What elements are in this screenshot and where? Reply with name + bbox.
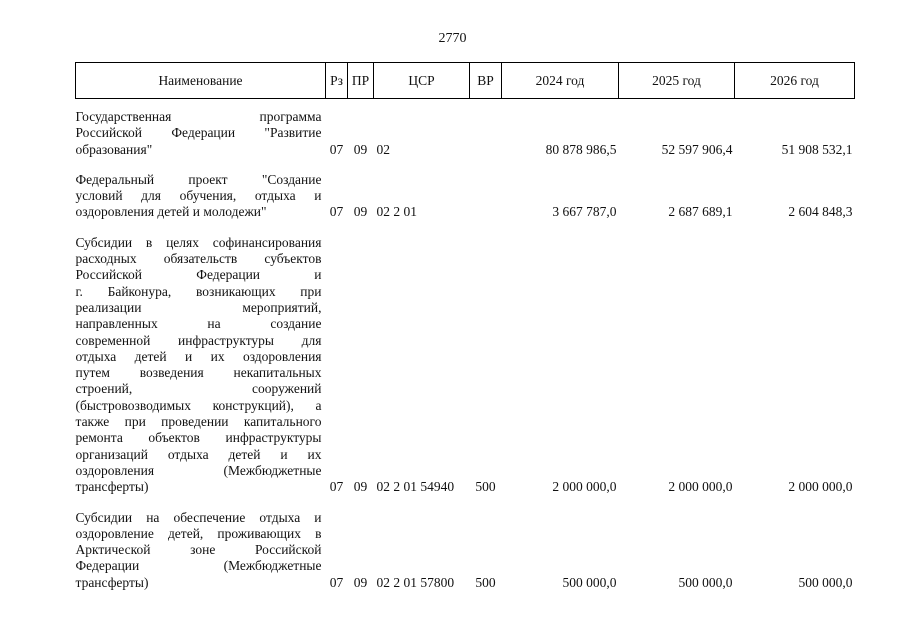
row-name-line: г. Байконура, возникающих при [75, 283, 322, 299]
row-vr [470, 99, 502, 158]
row-name-line: трансферты) [75, 574, 149, 590]
table-body [76, 99, 855, 592]
row-name-line: Арктической зоне Российской [75, 542, 322, 558]
row-name-line: также при проведении капитального [75, 414, 322, 430]
row-value-2025: 2 000 000,0 [668, 479, 733, 495]
row-value-2024: 80 878 986,5 [545, 141, 617, 157]
row-name-line: Субсидии на обеспечение отдыха и [75, 509, 322, 525]
row-name-line: направленных на создание [75, 316, 322, 332]
row-value-2026: 51 908 532,1 [781, 141, 853, 157]
page-number: 2770 [438, 31, 467, 46]
row-name-line: Федеральный проект "Создание [75, 171, 322, 187]
row-name [76, 221, 326, 496]
row-value-2026: 2 000 000,0 [788, 479, 853, 495]
row-value-2026: 2 604 848,3 [788, 204, 853, 220]
row-pr: 09 [353, 141, 368, 157]
header-pr: ПР [348, 63, 374, 99]
row-name-line: ремонта объектов инфраструктуры [75, 430, 322, 446]
row-pr: 09 [353, 574, 368, 590]
row-name-line: оздоровления детей и молодежи" [75, 204, 267, 220]
row-csr: 02 2 01 57800 [376, 574, 455, 590]
row-name-line: Федерации (Межбюджетные [75, 558, 322, 574]
row-csr: 02 2 01 [376, 204, 417, 220]
row-name-line: строений, сооружений [75, 381, 322, 397]
header-vr: ВР [470, 63, 502, 99]
row-rz: 07 [329, 204, 344, 220]
row-name [76, 496, 326, 591]
table-row [76, 496, 855, 591]
row-vr: 500 [475, 479, 496, 495]
row-value-2025: 2 687 689,1 [668, 204, 733, 220]
row-value-2024: 3 667 787,0 [552, 204, 617, 220]
row-name [76, 99, 326, 158]
header-2024: 2024 год [502, 63, 619, 99]
row-name [76, 158, 326, 221]
row-rz: 07 [329, 141, 344, 157]
row-name-line: Российской Федерации и [75, 267, 322, 283]
row-name-line: Субсидии в целях софинансирования [75, 234, 322, 250]
row-rz: 07 [329, 479, 344, 495]
header-2026: 2026 год [735, 63, 855, 99]
row-name-line: путем возведения некапитальных [75, 365, 322, 381]
row-value-2024: 500 000,0 [562, 574, 617, 590]
header-csr: ЦСР [374, 63, 470, 99]
row-name-line: условий для обучения, отдыха и [75, 188, 322, 204]
row-name-line: оздоровление детей, проживающих в [75, 525, 322, 541]
table-row [76, 99, 855, 158]
row-value-2024: 2 000 000,0 [552, 479, 617, 495]
row-pr: 09 [353, 204, 368, 220]
table-row [76, 221, 855, 496]
row-csr: 02 2 01 54940 [376, 479, 455, 495]
row-name-line: трансферты) [75, 479, 149, 495]
row-name-line: реализации мероприятий, [75, 299, 322, 315]
row-csr: 02 [376, 141, 390, 157]
row-name-line: организаций отдыха детей и их [75, 446, 322, 462]
row-name-line: отдыха детей и их оздоровления [75, 348, 322, 364]
header-name: Наименование [76, 63, 326, 99]
row-name-line: Государственная программа [75, 109, 322, 124]
row-name-line: (быстровозводимых конструкций), а [75, 397, 322, 413]
row-value-2025: 52 597 906,4 [661, 141, 733, 157]
table-header [76, 63, 855, 99]
row-name-line: современной инфраструктуры для [75, 332, 322, 348]
row-name-line: образования" [75, 141, 153, 157]
row-vr [470, 158, 502, 221]
row-pr: 09 [353, 479, 368, 495]
row-name-line: Российской Федерации "Развитие [75, 125, 322, 141]
row-value-2026: 500 000,0 [798, 574, 853, 590]
row-value-2025: 500 000,0 [678, 574, 733, 590]
row-vr: 500 [475, 574, 496, 590]
table-row [76, 158, 855, 221]
header-rz: Рз [326, 63, 348, 99]
row-name-line: расходных обязательств субъектов [75, 251, 322, 267]
header-2025: 2025 год [619, 63, 735, 99]
row-name-line: оздоровления (Межбюджетные [75, 462, 322, 478]
row-rz: 07 [329, 574, 344, 590]
budget-table [75, 62, 855, 591]
